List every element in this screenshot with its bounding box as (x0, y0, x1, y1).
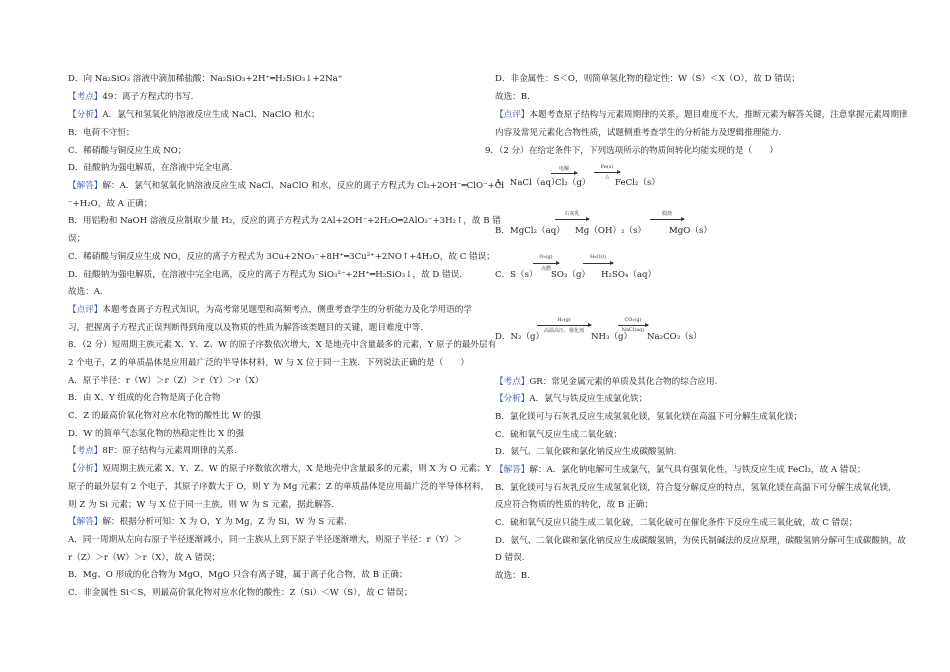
reaction-arrow (618, 325, 648, 326)
arrow-label: O₂(g) (539, 254, 553, 260)
text-line: 内容及常见元素化合物性质，试题侧重考查学生的分析能力及逻辑推理能力. (495, 128, 782, 138)
text-line: C．硫和氧气反应生成二氧化硫； (495, 430, 622, 440)
kaodian-tag: 【考点】 (68, 446, 103, 456)
kaodian-text: 8F：原子结构与元素周期律的关系. (102, 446, 237, 456)
answer-line: 故选：A. (68, 287, 103, 297)
text-line: 原子的最外层有 2 个电子，其原子序数大于 O，则 Y 为 Mg 元素；Z 的单质晶体是应用最广泛的半导体材料， (68, 482, 490, 492)
arrow-label-below: △ (605, 174, 609, 180)
q8-stem: 8．（2 分）短周期主族元素 X、Y、Z、W 的原子序数依次增大，X 是地壳中含量最多的元素，Y 原子的最外层有 (68, 340, 497, 350)
kaodian-text: GR：常见金属元素的单质及其化合物的综合应用. (529, 377, 718, 387)
text-line: 反应符合物质的性质的转化，故 B 正确； (495, 500, 653, 510)
arrow-label: 石灰乳 (564, 211, 580, 217)
fenxi-text: 短周期主族元素 X、Y、Z、W 的原子序数依次增大，X 是地壳中含量最多的元素，则 X 为 O 元素；Y (102, 464, 492, 474)
text-line: 习，把握离子方程式正误判断得到角度以及物质的性质为解答该类题目的关键，题目难度中等. (68, 323, 424, 333)
jieda-tag: 【解答】 (68, 517, 103, 527)
reaction-arrow (533, 263, 559, 264)
q9-jieda (495, 465, 866, 476)
text-line: C．稀硝酸与铜反应生成 NO； (68, 146, 187, 156)
fenxi-tag: 【分析】 (68, 464, 103, 474)
option-d-intermediate: NH₃（g） (591, 332, 633, 342)
q9-option-d: D．N₂（g） (495, 332, 545, 342)
q8-option-c: C．Z 的最高价氧化物对应水化物的酸性比 W 的强 (68, 411, 261, 421)
q9-kaodian (495, 377, 717, 388)
arrow-label: 电解 (558, 166, 569, 172)
arrow-label-below: 高温高压、催化剂 (543, 328, 584, 334)
option-b-intermediate: Mg（OH）₂（s） (575, 226, 647, 236)
q8-stem-cont: 2 个电子，Z 的单质晶体是应用最广泛的半导体材料，W 与 X 位于同一主族．下列说法正确的是（ ） (68, 358, 469, 368)
text-line: B．Mg、O 形成的化合物为 MgO，MgO 只含有离子键，属于离子化合物，故 B 正确； (68, 570, 408, 580)
option-b-product: MgO（s） (669, 226, 712, 236)
text-line: D 错误. (495, 553, 525, 563)
jieda-text: 解：A．氯气和氢氧化钠溶液反应生成 NaCl、NaClO 和水，反应的离子方程式为 Cl₂+2OH⁻═ClO⁻+Cl (102, 181, 505, 191)
q9-stem: 9．（2 分）在给定条件下，下列选项所示的物质间转化均能实现的是（ ） (485, 146, 778, 156)
q7-jieda (68, 181, 504, 192)
text-line: r（Z）＞r（W）＞r（X），故 A 错误； (68, 553, 221, 563)
reaction-arrow (583, 263, 613, 264)
q8-option-d: D．W 的简单气态氢化物的热稳定性比 X 的强 (68, 429, 245, 439)
reaction-arrow (650, 219, 684, 220)
fenxi-tag: 【分析】 (68, 110, 103, 120)
arrow-label: Fe(s) (600, 164, 614, 170)
q7-fenxi (68, 110, 320, 121)
fenxi-text: A．氯气与铁反应生成氯化铁； (529, 394, 648, 404)
arrow-label: H₂O(l) (590, 254, 606, 260)
text-line: D．硅酸钠为强电解质，在溶液中完全电离. (68, 163, 233, 173)
dianping-text: 本题考查原子结构与元素周期律的关系，题目难度不大，推断元素为解答关键，注意掌握元素周期律 (529, 110, 908, 120)
kaodian-tag: 【考点】 (68, 92, 103, 102)
option-a-intermediate: Cl₂（g） (555, 178, 591, 188)
text-line: C．稀硝酸与铜反应生成 NO，反应的离子方程式为 3Cu+2NO₃⁻+8H⁺═3Cu²⁺+2NO↑+4H₂O，故 C 错误； (68, 252, 495, 262)
kaodian-text: 49：离子方程式的书写. (102, 92, 194, 102)
text-line: 误； (68, 234, 86, 244)
kaodian-tag: 【考点】 (495, 377, 530, 387)
fenxi-tag: 【分析】 (495, 394, 530, 404)
arrow-label: CO₂(g) (624, 317, 642, 323)
q7-dianping (68, 305, 472, 316)
q9-option-a (495, 178, 560, 189)
option-a-reactant: A．NaCl（aq） (495, 178, 560, 188)
dianping-tag: 【点评】 (68, 305, 103, 315)
text-line: B．电荷不守恒； (68, 128, 135, 138)
text-line: A．同一周期从左向右原子半径逐渐减小，同一主族从上到下原子半径逐渐增大，则原子半径：r（Y）＞ (68, 535, 463, 545)
text-line: D．氨气、二氧化碳和氯化钠反应生成碳酸氢钠，为侯氏制碱法的反应原理，碳酸氢钠分解可生成碳酸钠，故 (495, 536, 906, 546)
q9-fenxi (495, 394, 647, 405)
q8-option-b: B．由 X、Y 组成的化合物是离子化合物 (68, 393, 221, 403)
q9-option-c: C．S（s） (495, 270, 538, 280)
text-line: B．氯化镁可与石灰乳反应生成氢氧化镁，氢氧化镁在高温下可分解生成氧化镁； (495, 412, 803, 422)
q8-dianping (495, 110, 908, 121)
option-a-product: FeCl₂（s） (615, 178, 660, 188)
text-line: C．硫和氧气反应只能生成二氧化硫，二氧化硫可在催化条件下反应生成三氧化硫，故 C 错误； (495, 518, 858, 528)
reaction-arrow (594, 172, 620, 173)
q8-option-a: A．原子半径：r（W）＞r（Z）＞r（Y）＞r（X） (68, 376, 264, 386)
arrow-label: H₂(g) (557, 317, 571, 323)
q8-fenxi (68, 464, 491, 475)
text-line: 则 Z 为 Si 元素；W 与 X 位于同一主族，则 W 为 S 元素，据此解答. (68, 500, 335, 510)
reaction-arrow (537, 325, 591, 326)
q8-jieda (68, 517, 347, 528)
arrow-label: 煅烧 (661, 211, 672, 217)
dianping-tag: 【点评】 (495, 110, 530, 120)
option-c-intermediate: SO₃（g） (551, 270, 591, 280)
text-line: B．氯化镁可与石灰乳反应生成氢氧化镁，符合复分解反应的特点，氢氧化镁在高温下可分解生成氧化镁， (495, 483, 897, 493)
q8-option-d-analysis: D．非金属性：S＜O，则简单氢化物的稳定性：W（S）＜X（O），故 D 错误； (495, 74, 800, 84)
text-line: D．硅酸钠为强电解质，在溶液中完全电离，反应的离子方程式为 SiO₃²⁻+2H⁺═H₂SiO₃↓，故 D 错误. (68, 270, 462, 280)
answer-line: 故选：B. (495, 571, 530, 581)
reaction-arrow (555, 219, 589, 220)
option-c-product: H₂SO₄（aq） (601, 270, 657, 280)
text-line: B．用铝粉和 NaOH 溶液反应制取少量 H₂，反应的离子方程式为 2Al+2OH⁻+2H₂O═2AlO₂⁻+3H₂↑，故 B 错 (68, 216, 501, 226)
dianping-text: 本题考查离子方程式知识，为高考常见题型和高频考点，侧重考查学生的分析能力及化学用语的学 (102, 305, 472, 315)
arrow-label-below: 点燃 (540, 266, 551, 272)
jieda-tag: 【解答】 (68, 181, 103, 191)
text-line: ⁻+H₂O，故 A 正确； (68, 199, 153, 209)
fenxi-text: A．氯气和氢氧化钠溶液反应生成 NaCl、NaClO 和水； (102, 110, 320, 120)
q9-option-b: B．MgCl₂（aq） (495, 226, 565, 236)
text-line: C．非金属性 Si＜S，则最高价氧化物对应水化物的酸性：Z（Si）＜W（S），故 C 错误； (68, 588, 413, 598)
arrow-label-below: NaCl(aq) (621, 327, 645, 333)
jieda-tag: 【解答】 (495, 465, 530, 475)
q7-option-d: D．向 Na₂SiO₃ 溶液中滴加稀盐酸：Na₂SiO₃+2H⁺═H₂SiO₃↓+2Na⁺ (68, 74, 343, 84)
jieda-text: 解：根据分析可知：X 为 O，Y 为 Mg，Z 为 Si，W 为 S 元素. (102, 517, 347, 527)
q7-kaodian (68, 92, 193, 103)
text-line: D．氨气、二氧化碳和氯化钠反应生成碳酸氢钠. (495, 447, 677, 457)
jieda-text: 解：A．氯化钠电解可生成氯气，氯气具有强氧化性，与铁反应生成 FeCl₃，故 A 错误； (529, 465, 866, 475)
answer-line: 故选：B. (495, 92, 530, 102)
reaction-arrow (551, 173, 577, 174)
option-d-product: Na₂CO₃（s） (647, 332, 702, 342)
q8-kaodian (68, 446, 237, 457)
